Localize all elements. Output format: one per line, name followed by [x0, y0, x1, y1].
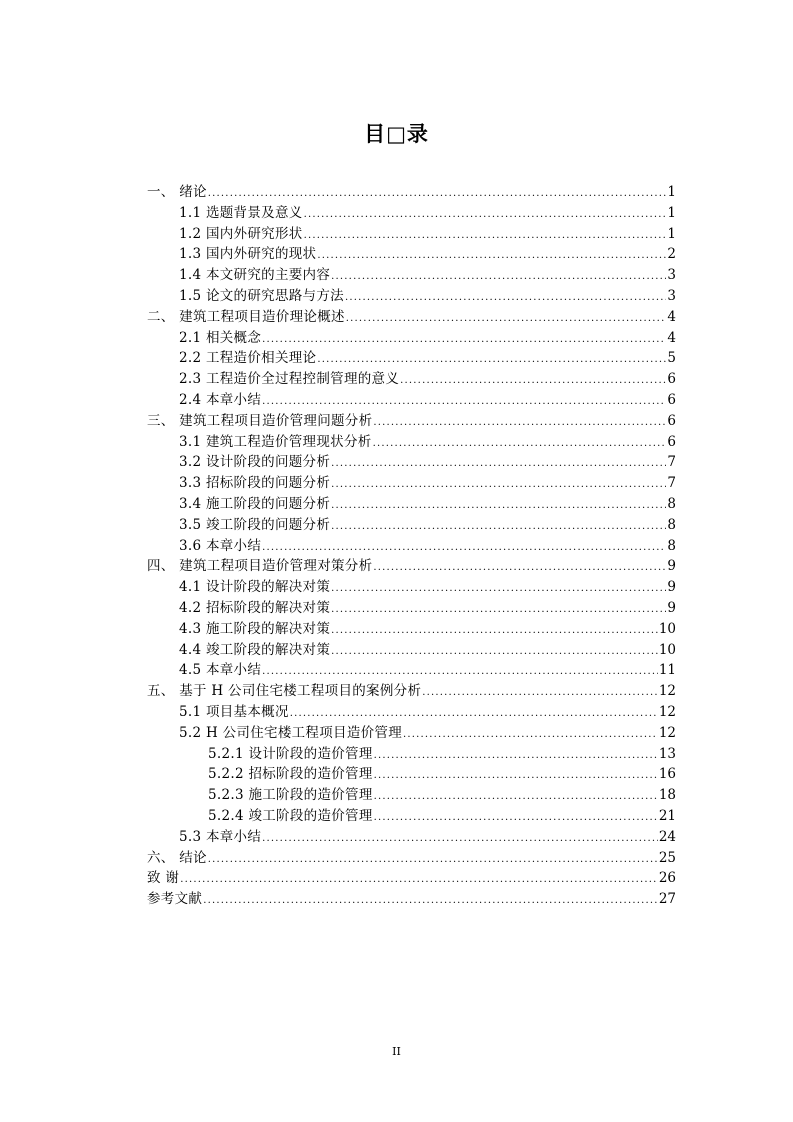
toc-entry-page-number: 4 [667, 308, 676, 325]
dot-leader [374, 766, 658, 787]
toc-entry-title: 4.3 施工阶段的解决对策 [179, 620, 331, 637]
toc-entry-page-number: 7 [667, 475, 676, 492]
toc-entry-title: 3.3 招标阶段的问题分析 [179, 475, 331, 492]
toc-entry-title: 二、 建筑工程项目造价理论概述 [147, 308, 345, 325]
toc-entry-page-number: 7 [667, 454, 676, 471]
dot-leader [331, 600, 666, 621]
toc-entry[interactable] [147, 203, 676, 224]
toc-entry-title: 参考文献 [147, 891, 203, 908]
dot-leader [317, 246, 666, 267]
toc-entry-page-number: 6 [667, 433, 676, 450]
dot-leader [373, 558, 666, 579]
toc-entry-title: 3.1 建筑工程造价管理现状分析 [179, 433, 372, 450]
toc-entry[interactable] [147, 640, 676, 661]
toc-entry-page-number: 26 [658, 870, 676, 887]
toc-entry-page-number: 8 [667, 537, 676, 554]
toc-entry[interactable] [147, 785, 676, 806]
dot-leader [331, 267, 666, 288]
toc-entry-page-number: 4 [667, 329, 676, 346]
toc-entry-title: 5.3 本章小结 [179, 828, 262, 845]
dot-leader [203, 891, 658, 912]
dot-leader [304, 205, 667, 226]
toc-entry-page-number: 16 [658, 766, 676, 783]
toc-entry[interactable] [147, 723, 676, 744]
toc-entry-title: 3.4 施工阶段的问题分析 [179, 495, 331, 512]
toc-entry[interactable] [147, 660, 676, 681]
dot-leader [331, 496, 666, 517]
toc-entry-page-number: 1 [667, 225, 676, 242]
toc-entry-title: 5.1 项目基本概况 [179, 703, 289, 720]
page-number: II [392, 1045, 401, 1058]
toc-entry[interactable] [147, 806, 676, 827]
toc-entry[interactable] [147, 702, 676, 723]
toc-entry-page-number: 9 [667, 599, 676, 616]
toc-entry-page-number: 6 [667, 391, 676, 408]
dot-leader [208, 184, 667, 205]
page-footer [0, 1044, 793, 1060]
dot-leader [331, 517, 666, 538]
dot-leader [290, 704, 658, 725]
toc-entry-page-number: 11 [658, 662, 676, 679]
toc-entry-title: 1.1 选题背景及意义 [179, 204, 303, 221]
toc-entry[interactable] [147, 265, 676, 286]
dot-leader [317, 350, 666, 371]
toc-entry-title: 2.3 工程造价全过程控制管理的意义 [179, 371, 400, 388]
toc-entry[interactable] [147, 889, 676, 910]
dot-leader [262, 662, 658, 683]
toc-entry-page-number: 10 [658, 641, 676, 658]
toc-entry-title: 1.4 本文研究的主要内容 [179, 267, 331, 284]
dot-leader [331, 642, 658, 663]
dot-leader [373, 434, 667, 455]
toc-entry-title: 3.2 设计阶段的问题分析 [179, 454, 331, 471]
toc-entry-page-number: 2 [667, 246, 676, 263]
toc-entry-title: 1.2 国内外研究形状 [179, 225, 303, 242]
toc-entry[interactable] [147, 598, 676, 619]
toc-entry[interactable] [147, 744, 676, 765]
toc-entry-title: 5.2.3 施工阶段的造价管理 [208, 787, 373, 804]
dot-leader [262, 538, 666, 559]
toc-entry-page-number: 12 [658, 724, 676, 741]
toc-entry-page-number: 12 [658, 703, 676, 720]
toc-entry[interactable] [147, 556, 676, 577]
dot-leader [208, 850, 658, 871]
toc-entry[interactable] [147, 390, 676, 411]
toc-entry-title: 2.4 本章小结 [179, 391, 262, 408]
toc-entry-title: 五、 基于 H 公司住宅楼工程项目的案例分析 [147, 683, 422, 700]
toc-entry[interactable] [147, 452, 676, 473]
toc-entry-page-number: 27 [658, 891, 676, 908]
dot-leader [304, 226, 667, 247]
dot-leader [374, 787, 658, 808]
toc-entry[interactable] [147, 244, 676, 265]
toc-entry-page-number: 13 [658, 745, 676, 762]
toc-entry[interactable] [147, 182, 676, 203]
dot-leader [331, 621, 658, 642]
toc-entry-title: 三、 建筑工程项目造价管理问题分析 [147, 412, 373, 429]
toc-title: 目□录 [364, 122, 429, 146]
dot-leader [180, 870, 658, 891]
toc-entry-title: 致 谢 [147, 870, 180, 887]
toc-entry-title: 4.1 设计阶段的解决对策 [179, 579, 331, 596]
dot-leader [422, 683, 658, 704]
toc-entry-title: 4.4 竣工阶段的解决对策 [179, 641, 331, 658]
toc-entry[interactable] [147, 681, 676, 702]
toc-entry[interactable] [147, 619, 676, 640]
toc-entry-page-number: 1 [667, 184, 676, 200]
toc-entry-title: 5.2.1 设计阶段的造价管理 [208, 745, 373, 762]
toc-entry-page-number: 9 [667, 579, 676, 596]
toc-entry-page-number: 3 [667, 287, 676, 304]
toc-entry-title: 2.2 工程造价相关理论 [179, 350, 317, 367]
toc-entry[interactable] [147, 286, 676, 307]
dot-leader [262, 829, 658, 850]
dot-leader [262, 330, 666, 351]
toc-entry[interactable] [147, 432, 676, 453]
dot-leader [403, 725, 658, 746]
toc-entry-title: 5.2.2 招标阶段的造价管理 [208, 766, 373, 783]
toc-entry-page-number: 5 [667, 350, 676, 367]
toc-entry-title: 六、 结论 [147, 849, 207, 866]
toc-entry[interactable] [147, 328, 676, 349]
toc-entry-page-number: 1 [667, 204, 676, 221]
toc-entry-title: 5.2 H 公司住宅楼工程项目造价管理 [179, 724, 403, 741]
toc-entry-page-number: 3 [667, 267, 676, 284]
toc-entry-title: 2.1 相关概念 [179, 329, 262, 346]
dot-leader [346, 309, 667, 330]
toc-entry-title: 1.5 论文的研究思路与方法 [179, 287, 344, 304]
toc-entry-page-number: 8 [667, 495, 676, 512]
toc-entry-title: 5.2.4 竣工阶段的造价管理 [208, 807, 373, 824]
toc-entry-page-number: 12 [658, 683, 676, 700]
toc-entry[interactable] [147, 224, 676, 245]
toc-entry-page-number: 10 [658, 620, 676, 637]
toc-entry[interactable] [147, 764, 676, 785]
toc-entry[interactable] [147, 827, 676, 848]
toc-entry[interactable] [147, 411, 676, 432]
toc-entry-title: 3.5 竣工阶段的问题分析 [179, 516, 331, 533]
dot-leader [374, 746, 658, 767]
toc-entry[interactable] [147, 494, 676, 515]
toc-entry[interactable] [147, 577, 676, 598]
toc-entry-page-number: 6 [667, 412, 676, 429]
toc-entry-page-number: 21 [658, 807, 676, 824]
toc-entry[interactable] [147, 868, 676, 889]
dot-leader [374, 808, 658, 829]
toc-entry[interactable] [147, 848, 676, 869]
dot-leader [331, 475, 666, 496]
toc-entry-title: 1.3 国内外研究的现状 [179, 246, 317, 263]
toc-entry-title: 3.6 本章小结 [179, 537, 262, 554]
toc-entry-title: 一、 绪论 [147, 184, 207, 200]
dot-leader [262, 392, 666, 413]
dot-leader [400, 371, 666, 392]
toc-entry[interactable] [147, 348, 676, 369]
toc-entry[interactable] [147, 536, 676, 557]
toc-entry-page-number: 18 [658, 787, 676, 804]
toc-entry-title: 4.2 招标阶段的解决对策 [179, 599, 331, 616]
toc-entry[interactable] [147, 307, 676, 328]
dot-leader [345, 288, 666, 309]
toc-entry-page-number: 24 [658, 828, 676, 845]
toc-entry-title: 四、 建筑工程项目造价管理对策分析 [147, 558, 373, 575]
toc-entry[interactable] [147, 515, 676, 536]
toc-entry[interactable] [147, 369, 676, 390]
dot-leader [331, 454, 666, 475]
toc-entry-page-number: 6 [667, 371, 676, 388]
toc-entry-title: 4.5 本章小结 [179, 662, 262, 679]
toc-entry[interactable] [147, 473, 676, 494]
toc-entry-page-number: 8 [667, 516, 676, 533]
dot-leader [373, 413, 666, 434]
table-of-contents [147, 182, 676, 910]
dot-leader [331, 579, 666, 600]
toc-entry-page-number: 9 [667, 558, 676, 575]
toc-entry-page-number: 25 [658, 849, 676, 866]
